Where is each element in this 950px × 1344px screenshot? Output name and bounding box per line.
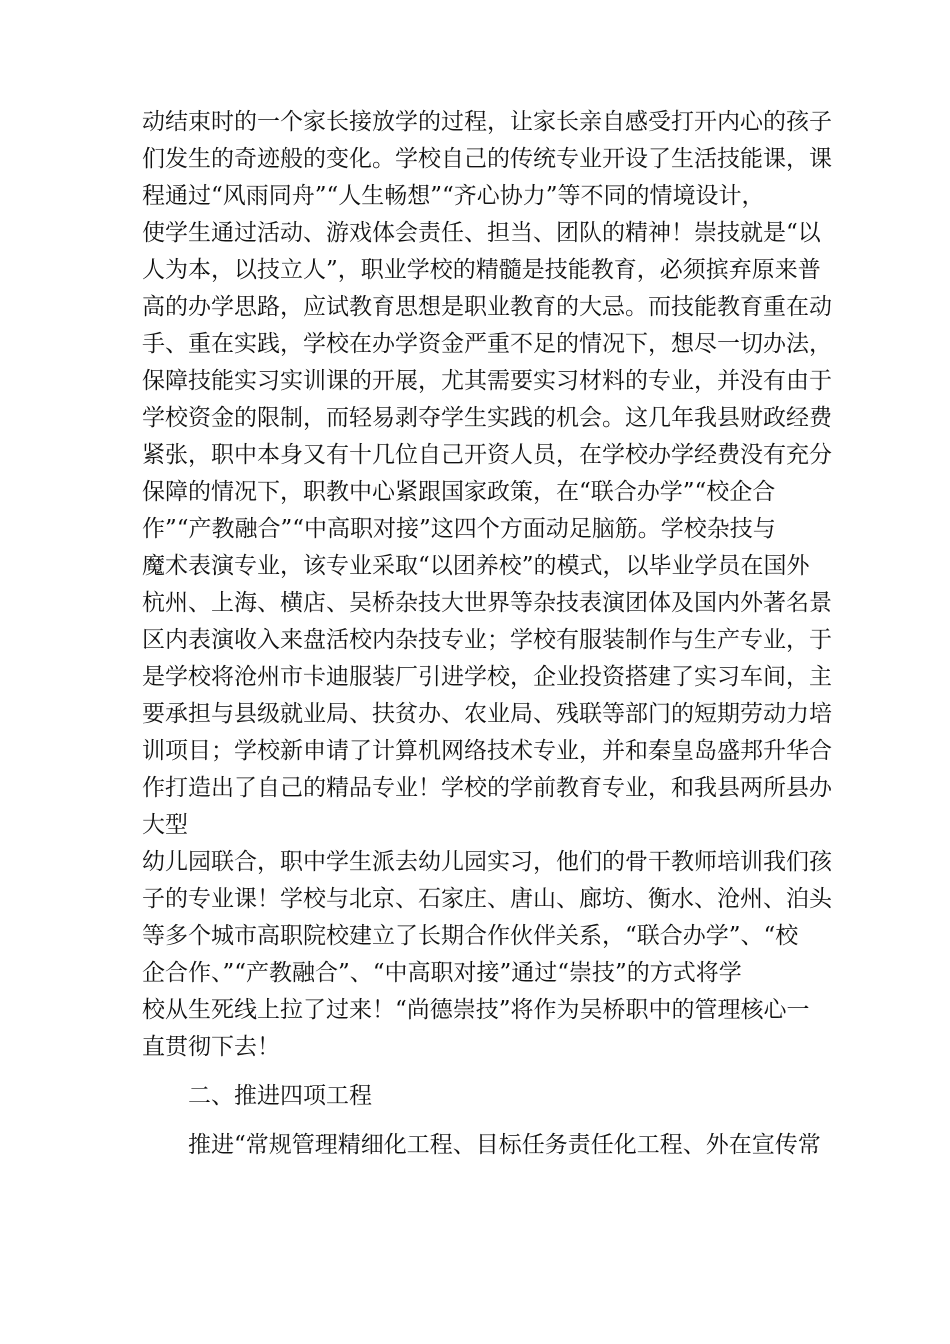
- section-heading: 二、推进四项工程: [188, 1083, 372, 1109]
- text-line: 作”“产教融合”“中高职对接”这四个方面动足脑筋。学校杂技与: [142, 516, 776, 542]
- paragraph-continuation: [142, 104, 832, 1066]
- text-line: 高的办学思路，应试教育思想是职业教育的大忌。而技能教育重在动: [142, 294, 832, 320]
- text-line: 是学校将沧州市卡迪服装厂引进学校，企业投资搭建了实习车间，主: [142, 664, 832, 690]
- text-line: 大型: [142, 812, 188, 838]
- text-line: 区内表演收入来盘活校内杂技专业；学校有服装制作与生产专业，于: [142, 627, 832, 653]
- text-line: 校从生死线上拉了过来！“尚德崇技”将作为吴桥职中的管理核心一: [142, 997, 810, 1023]
- document-body: [142, 104, 832, 1164]
- text-line: 训项目；学校新申请了计算机网络技术专业，并和秦皇岛盛邦升华合: [142, 738, 832, 764]
- text-line: 使学生通过活动、游戏体会责任、担当、团队的精神！崇技就是“以: [142, 220, 821, 246]
- text-line: 动结束时的一个家长接放学的过程，让家长亲自感受打开内心的孩子: [142, 109, 832, 135]
- text-line: 人为本，以技立人”，职业学校的精髓是技能教育，必须摈弃原来普: [142, 257, 821, 283]
- text-line: 程通过“风雨同舟”“人生畅想”“齐心协力”等不同的情境设计，: [142, 183, 765, 209]
- text-line: 手、重在实践，学校在办学资金严重不足的情况下，想尽一切办法，: [142, 331, 832, 357]
- text-line: 魔术表演专业，该专业采取“以团养校”的模式，以毕业学员在国外: [142, 553, 810, 579]
- text-line: 幼儿园联合，职中学生派去幼儿园实习，他们的骨干教师培训我们孩: [142, 849, 832, 875]
- text-line: 杭州、上海、横店、吴桥杂技大世界等杂技表演团体及国内外著名景: [142, 590, 832, 616]
- text-line: 紧张，职中本身又有十几位自己开资人员，在学校办学经费没有充分: [142, 442, 832, 468]
- text-line: 推进“常规管理精细化工程、目标任务责任化工程、外在宣传常: [188, 1132, 821, 1158]
- text-line: 保障的情况下，职教中心紧跟国家政策，在“联合办学”“校企合: [142, 479, 776, 505]
- text-line: 们发生的奇迹般的变化。学校自己的传统专业开设了生活技能课，课: [142, 146, 832, 172]
- text-line: 等多个城市高职院校建立了长期合作伙伴关系，“联合办学”、“校: [142, 923, 799, 949]
- text-line: 保障技能实习实训课的开展，尤其需要实习材料的专业，并没有由于: [142, 368, 832, 394]
- text-line: 直贯彻下去！: [142, 1034, 280, 1060]
- text-line: 要承担与县级就业局、扶贫办、农业局、残联等部门的短期劳动力培: [142, 701, 832, 727]
- text-line: 作打造出了自己的精品专业！学校的学前教育专业，和我县两所县办: [142, 775, 832, 801]
- text-line: 企合作、”“产教融合”、“中高职对接”通过“崇技”的方式将学: [142, 960, 742, 986]
- text-line: 学校资金的限制，而轻易剥夺学生实践的机会。这几年我县财政经费: [142, 405, 832, 431]
- paragraph: [142, 1127, 832, 1164]
- text-line: 子的专业课！学校与北京、石家庄、唐山、廊坊、衡水、沧州、泊头: [142, 886, 832, 912]
